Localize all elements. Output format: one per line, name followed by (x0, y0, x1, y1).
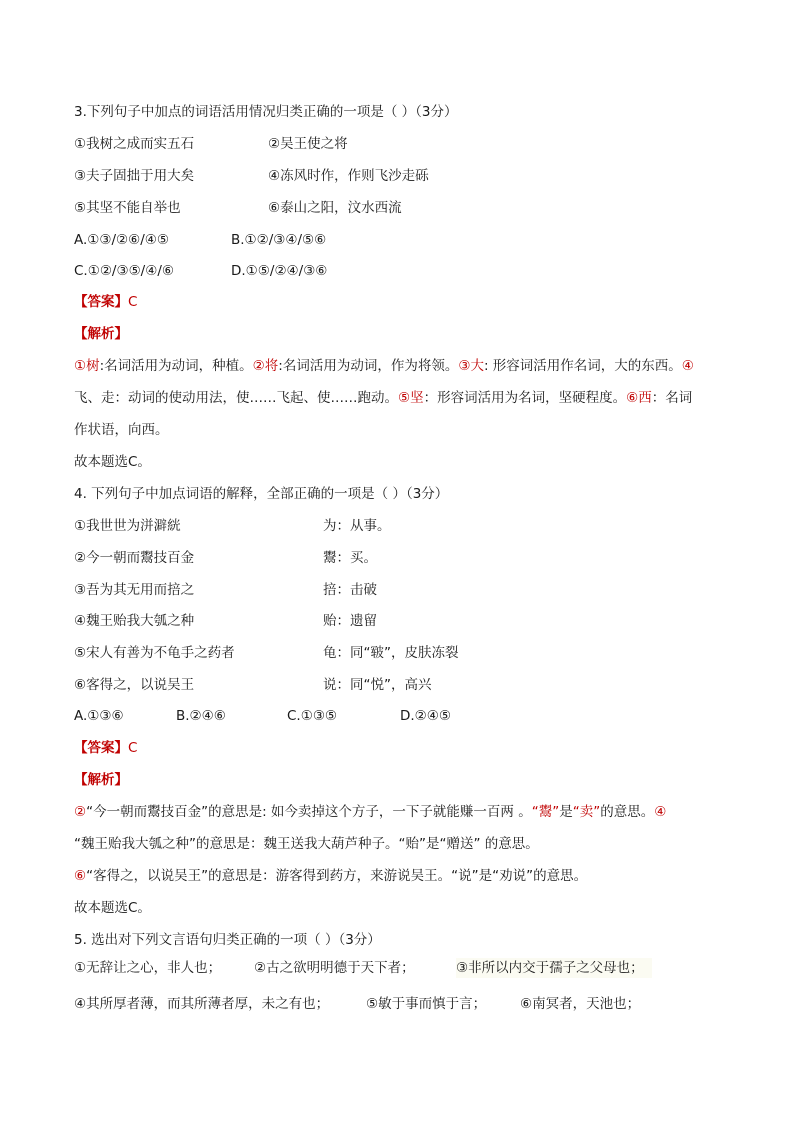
q4-item-3-explain: 掊：击破 (323, 582, 377, 598)
analysis-segment: ⑥ (74, 868, 87, 884)
analysis-segment: :名词活用为动词，作为将领。 (278, 358, 459, 374)
analysis-segment: 是 (559, 804, 573, 820)
analysis-segment: ④ (654, 804, 667, 820)
q3-analysis-line-2 (74, 388, 692, 408)
q4-item-2: ②今一朝而鬻技百金 (74, 550, 195, 566)
q4-stem: 4. 下列句子中加点词语的解释，全部正确的一项是（ ）（3分） (74, 486, 449, 502)
q4-conclusion: 故本题选C。 (74, 900, 151, 916)
q5-item-4: ④其所厚者薄，而其所薄者厚，未之有也； (74, 996, 330, 1012)
q4-option-a: A.①③⑥ (74, 708, 124, 724)
q5-item-2: ②古之欲明明德于天下者； (254, 960, 415, 976)
q4-item-1-explain: 为：从事。 (323, 518, 391, 534)
analysis-segment: ③大 (458, 358, 484, 374)
analysis-segment: “卖” (572, 804, 601, 820)
q4-analysis-line-1 (74, 802, 666, 822)
q4-option-c: C.①③⑤ (287, 708, 338, 724)
q3-analysis-label: 【解析】 (74, 326, 128, 342)
q4-item-2-explain: 鬻：买。 (323, 550, 377, 566)
q3-item-4: ④冻风时作，作则飞沙走砾 (268, 168, 429, 184)
q4-item-4: ④魏王贻我大瓠之种 (74, 613, 195, 629)
q4-item-4-explain: 贻：遗留 (323, 613, 377, 629)
analysis-segment: “客得之，以说吴王”的意思是：游客得到药方，来游说吴王。“说”是“劝说”的意思。 (86, 868, 588, 884)
analysis-segment: ①树 (74, 358, 100, 374)
q3-item-6: ⑥泰山之阳，汶水西流 (268, 200, 402, 216)
q3-answer-value: C (128, 294, 138, 310)
analysis-segment: ：名词 (651, 390, 693, 406)
q5-item-1: ①无辞让之心，非人也； (74, 960, 222, 976)
analysis-segment: 作状语，向西。 (74, 422, 169, 438)
analysis-segment: ⑤坚 (398, 390, 424, 406)
q4-item-5: ⑤宋人有善为不龟手之药者 (74, 645, 235, 661)
analysis-segment: “鬻” (531, 804, 560, 820)
q5-item-3: ③非所以内交于孺子之父母也； (456, 958, 652, 978)
analysis-segment: ② (74, 804, 87, 820)
q4-analysis-label: 【解析】 (74, 772, 128, 788)
q3-item-1: ①我树之成而实五石 (74, 136, 195, 152)
analysis-segment: ④ (681, 358, 694, 374)
q4-answer-label: 【答案】 (74, 740, 128, 756)
analysis-segment: “魏王贻我大瓠之种”的意思是：魏王送我大葫芦种子。“贻”是“赠送” 的意思。 (74, 836, 539, 852)
q3-answer-label: 【答案】 (74, 294, 128, 310)
analysis-segment: ：形容词活用为名词，坚硬程度。 (423, 390, 627, 406)
q3-item-5: ⑤其坚不能自举也 (74, 200, 181, 216)
q5-stem: 5. 选出对下列文言语句归类正确的一项（ ）（3分） (74, 932, 381, 948)
q4-analysis-line-3 (74, 866, 587, 886)
q4-answer (74, 738, 137, 758)
q5-item-6: ⑥南冥者，天池也； (520, 996, 641, 1012)
analysis-segment: 飞、走 (74, 390, 115, 406)
q4-item-3: ③吾为其无用而掊之 (74, 582, 195, 598)
q3-item-3: ③夫子固拙于用大矣 (74, 168, 195, 184)
analysis-segment: : 形容词活用作名词，大的东西。 (483, 358, 682, 374)
q4-option-d: D.②④⑤ (400, 708, 451, 724)
q4-item-6-explain: 说：同“悦”，高兴 (323, 677, 432, 693)
q4-item-6: ⑥客得之，以说吴王 (74, 677, 195, 693)
q3-option-a: A.①③/②⑥/④⑤ (74, 232, 170, 248)
q3-analysis-line-1 (74, 356, 694, 376)
q3-option-c: C.①②/③⑤/④/⑥ (74, 263, 174, 279)
q3-analysis-line-3 (74, 420, 169, 440)
q4-analysis-line-2 (74, 834, 539, 854)
q3-option-b: B.①②/③④/⑤⑥ (231, 232, 327, 248)
q3-answer (74, 292, 137, 312)
q4-answer-value: C (128, 740, 138, 756)
q4-option-b: B.②④⑥ (176, 708, 226, 724)
analysis-segment: “今一朝而鬻技百金”的意思是: 如今卖掉这个方子，一下子就能赚一百两 。 (86, 804, 532, 820)
analysis-segment: ：动词的使动用法，使……飞起、使……跑动。 (114, 390, 398, 406)
q3-option-d: D.①⑤/②④/③⑥ (231, 263, 328, 279)
q3-item-2: ②吴王使之将 (268, 136, 348, 152)
analysis-segment: 的意思。 (600, 804, 655, 820)
q5-item-5: ⑤敏于事而慎于言； (366, 996, 487, 1012)
analysis-segment: ⑥西 (626, 390, 652, 406)
q3-stem: 3.下列句子中加点的词语活用情况归类正确的一项是（ ）（3分） (74, 104, 458, 120)
q4-item-5-explain: 龟：同“皲”，皮肤冻裂 (323, 645, 459, 661)
analysis-segment: ②将 (252, 358, 279, 374)
analysis-segment: :名词活用为动词，种植。 (99, 358, 253, 374)
q3-conclusion: 故本题选C。 (74, 454, 151, 470)
q4-item-1: ①我世世为洴澼絖 (74, 518, 181, 534)
